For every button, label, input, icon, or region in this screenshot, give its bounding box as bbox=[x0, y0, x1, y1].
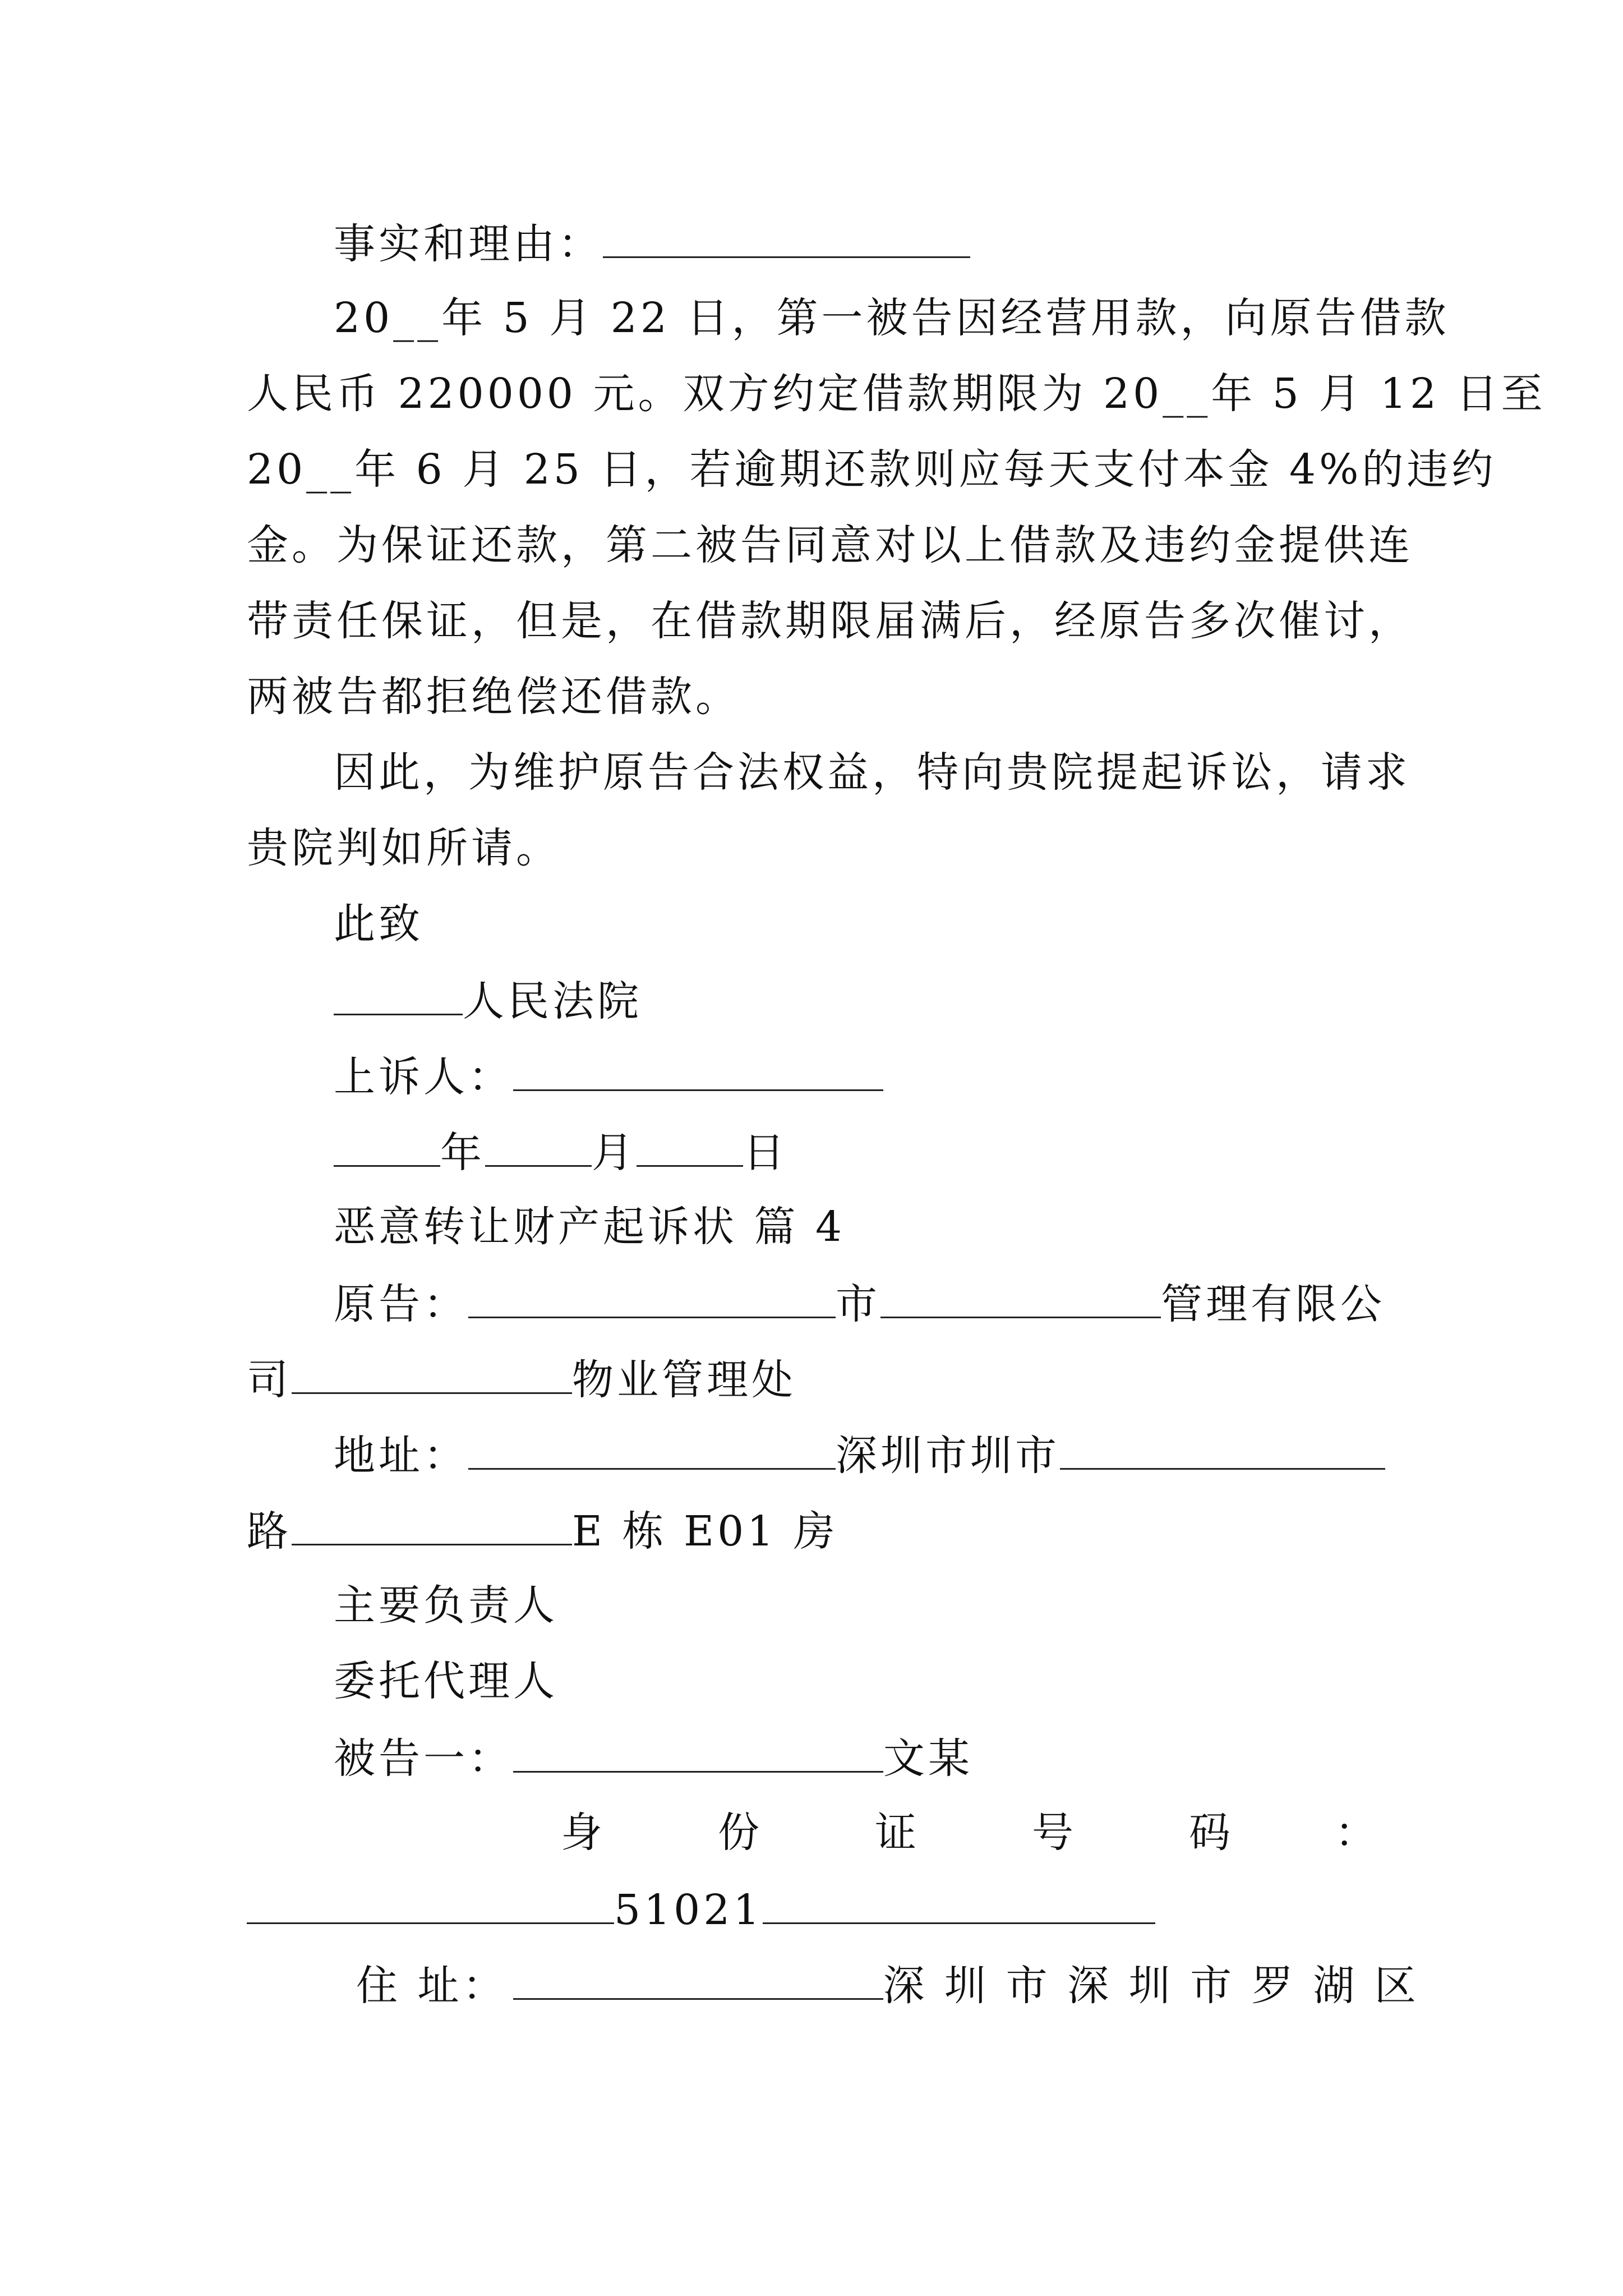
blank-line bbox=[603, 222, 970, 258]
paragraph-1-line-6: 两被告都拒绝偿还借款。 bbox=[247, 673, 740, 721]
address-city: 深圳市圳市 bbox=[836, 1432, 1060, 1480]
agent-line: 委托代理人 bbox=[334, 1657, 558, 1705]
paragraph-1-line-2: 人民币 220000 元。双方约定借款期限为 20__年 5 月 12 日至 bbox=[247, 370, 1546, 418]
date-line bbox=[334, 1129, 788, 1177]
blank-line bbox=[513, 1736, 883, 1773]
blank-line bbox=[513, 1055, 883, 1091]
court-line bbox=[334, 977, 642, 1025]
paragraph-1-line-1: 20__年 5 月 22 日，第一被告因经营用款，向原告借款 bbox=[334, 294, 1450, 342]
facts-line bbox=[334, 220, 970, 268]
year-label: 年 bbox=[440, 1129, 485, 1177]
paragraph-2-line-2: 贵院判如所请。 bbox=[247, 824, 561, 872]
id-number-line bbox=[247, 1886, 1155, 1934]
plaintiff-label: 原告： bbox=[334, 1280, 468, 1328]
court-name: 人民法院 bbox=[463, 977, 642, 1025]
defendant1-line bbox=[334, 1734, 973, 1783]
salutation: 此致 bbox=[334, 900, 423, 948]
blank-line bbox=[334, 1130, 440, 1167]
paragraph-1-line-4: 金。为保证还款，第二被告同意对以上借款及违约金提供连 bbox=[247, 521, 1413, 569]
residence-line bbox=[356, 1962, 1419, 2010]
address-room: E 栋 E01 房 bbox=[572, 1507, 838, 1556]
plaintiff-city: 市 bbox=[836, 1280, 880, 1328]
plaintiff-company: 管理有限公 bbox=[1161, 1280, 1385, 1328]
principal-line: 主要负责人 bbox=[334, 1581, 558, 1630]
month-label: 月 bbox=[592, 1129, 637, 1177]
blank-line bbox=[292, 1358, 572, 1394]
paragraph-1-line-5: 带责任保证，但是，在借款期限届满后，经原告多次催讨， bbox=[247, 597, 1413, 645]
id-char: ： bbox=[1335, 1809, 1376, 1857]
address-line-2 bbox=[247, 1507, 838, 1556]
paragraph-2-line-1: 因此，为维护原告合法权益，特向贵院提起诉讼，请求 bbox=[334, 748, 1410, 797]
plaintiff-company-end: 司 bbox=[247, 1356, 292, 1404]
blank-line bbox=[763, 1888, 1155, 1924]
facts-label: 事实和理由： bbox=[334, 220, 603, 268]
appellant-label: 上诉人： bbox=[334, 1053, 513, 1101]
plaintiff-dept: 物业管理处 bbox=[572, 1356, 796, 1404]
blank-line bbox=[292, 1509, 572, 1545]
appellant-line bbox=[334, 1053, 883, 1101]
id-char: 号 bbox=[1032, 1809, 1073, 1857]
plaintiff-line-1 bbox=[334, 1280, 1385, 1328]
section-title: 恶意转让财产起诉状 篇 4 bbox=[334, 1203, 846, 1251]
defendant1-label: 被告一： bbox=[334, 1734, 513, 1783]
blank-line bbox=[468, 1282, 836, 1318]
blank-line bbox=[880, 1282, 1161, 1318]
address-road: 路 bbox=[247, 1507, 292, 1556]
address-label: 地址： bbox=[334, 1432, 468, 1480]
id-char: 身 bbox=[561, 1809, 602, 1857]
day-label: 日 bbox=[743, 1129, 788, 1177]
id-char: 份 bbox=[718, 1809, 759, 1857]
blank-line bbox=[513, 1963, 883, 2000]
id-char: 码 bbox=[1189, 1809, 1230, 1857]
blank-line bbox=[334, 979, 463, 1015]
id-value: 51021 bbox=[614, 1886, 763, 1934]
blank-line bbox=[1060, 1433, 1385, 1470]
defendant1-name: 文某 bbox=[883, 1734, 973, 1783]
residence-label: 住 址： bbox=[356, 1962, 508, 2010]
blank-line bbox=[637, 1130, 743, 1167]
address-line-1 bbox=[334, 1432, 1385, 1480]
plaintiff-line-2 bbox=[247, 1356, 796, 1404]
id-char: 证 bbox=[875, 1809, 916, 1857]
residence-value: 深 圳 市 深 圳 市 罗 湖 区 bbox=[883, 1962, 1419, 2010]
blank-line bbox=[247, 1888, 614, 1924]
blank-line bbox=[468, 1433, 836, 1470]
paragraph-1-line-3: 20__年 6 月 25 日，若逾期还款则应每天支付本金 4%的违约 bbox=[247, 445, 1497, 494]
blank-line bbox=[485, 1130, 592, 1167]
